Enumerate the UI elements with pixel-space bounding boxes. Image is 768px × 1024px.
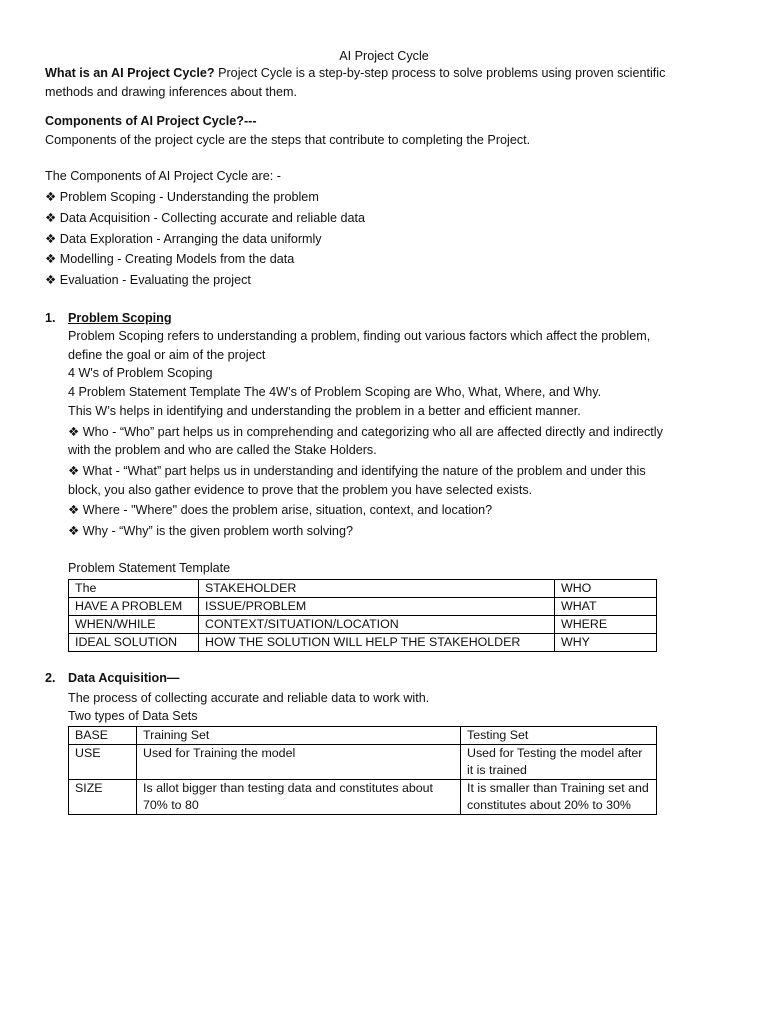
component-item: ❖ Data Exploration - Arranging the data uniformly (45, 232, 322, 246)
table-row (69, 580, 657, 598)
table-cell: HAVE A PROBLEM (69, 598, 199, 616)
table-cell: STAKEHOLDER (199, 580, 555, 598)
section-2-line: Two types of Data Sets (68, 709, 198, 723)
table-cell: IDEAL SOLUTION (69, 634, 199, 652)
section-1-line: define the goal or aim of the project (68, 348, 266, 362)
section-1-line: ❖ Why - “Why” is the given problem worth solving? (68, 524, 353, 538)
table-row (69, 727, 657, 745)
table-cell: Used for Testing the model after it is trained (461, 745, 657, 780)
section-1-heading: Problem Scoping (68, 311, 172, 325)
section-1-line: with the problem and who are called the Stake Holders. (68, 443, 377, 457)
section-1-line: Problem Scoping refers to understanding a problem, finding out various factors which affect the problem, (68, 329, 651, 343)
section-2-heading: Data Acquisition— (68, 671, 180, 685)
table-cell: SIZE (69, 780, 137, 815)
section-1-line: ❖ Who - “Who” part helps us in comprehending and categorizing who all are affected directly and indirectly (68, 425, 663, 439)
table-cell: Is allot bigger than testing data and constitutes about 70% to 80 (137, 780, 461, 815)
table-cell: The (69, 580, 199, 598)
section-2-number: 2. (45, 671, 56, 685)
table-caption: Problem Statement Template (68, 561, 231, 575)
intro-line-1 (45, 64, 665, 82)
data-sets-table (68, 726, 657, 815)
table-cell: WHY (555, 634, 657, 652)
components-description: Components of the project cycle are the steps that contribute to completing the Project. (45, 133, 531, 147)
section-1-line: This W’s helps in identifying and understanding the problem in a better and efficient manner. (68, 404, 581, 418)
document-title: AI Project Cycle (339, 49, 429, 63)
table-cell: WHO (555, 580, 657, 598)
section-1-number: 1. (45, 311, 56, 325)
table-cell: BASE (69, 727, 137, 745)
intro-question-label: What is an AI Project Cycle? (45, 66, 215, 80)
table-cell: CONTEXT/SITUATION/LOCATION (199, 616, 555, 634)
table-cell: WHEN/WHILE (69, 616, 199, 634)
problem-statement-table (68, 579, 657, 652)
table-cell: USE (69, 745, 137, 780)
component-item: ❖ Problem Scoping - Understanding the problem (45, 190, 319, 204)
table-row (69, 616, 657, 634)
section-1-line: 4 Problem Statement Template The 4W’s of Problem Scoping are Who, What, Where, and Why. (68, 385, 602, 399)
table-cell: Used for Training the model (137, 745, 461, 780)
section-1-line: ❖ What - “What” part helps us in understanding and identifying the nature of the problem and under this (68, 464, 646, 478)
table-cell: WHERE (555, 616, 657, 634)
table-row (69, 634, 657, 652)
section-1-line: block, you also gather evidence to prove that the problem you have selected exists. (68, 483, 533, 497)
section-2-line: The process of collecting accurate and reliable data to work with. (68, 691, 430, 705)
components-heading: Components of AI Project Cycle?--- (45, 114, 257, 128)
table-row (69, 745, 657, 780)
section-1-line: 4 W's of Problem Scoping (68, 366, 213, 380)
table-cell: WHAT (555, 598, 657, 616)
intro-text: Project Cycle is a step-by-step process to solve problems using proven scientific (214, 66, 666, 80)
table-row (69, 598, 657, 616)
intro-line-2: methods and drawing inferences about them. (45, 85, 298, 99)
table-cell: Testing Set (461, 727, 657, 745)
table-cell: Training Set (137, 727, 461, 745)
table-cell: It is smaller than Training set and constitutes about 20% to 30% (461, 780, 657, 815)
component-item: ❖ Modelling - Creating Models from the data (45, 252, 295, 266)
table-cell: HOW THE SOLUTION WILL HELP THE STAKEHOLDER (199, 634, 555, 652)
table-cell: ISSUE/PROBLEM (199, 598, 555, 616)
component-item: ❖ Data Acquisition - Collecting accurate and reliable data (45, 211, 366, 225)
table-row (69, 780, 657, 815)
component-item: ❖ Evaluation - Evaluating the project (45, 273, 251, 287)
components-list-intro: The Components of AI Project Cycle are: - (45, 169, 281, 183)
section-1-line: ❖ Where - "Where" does the problem arise, situation, context, and location? (68, 503, 493, 517)
